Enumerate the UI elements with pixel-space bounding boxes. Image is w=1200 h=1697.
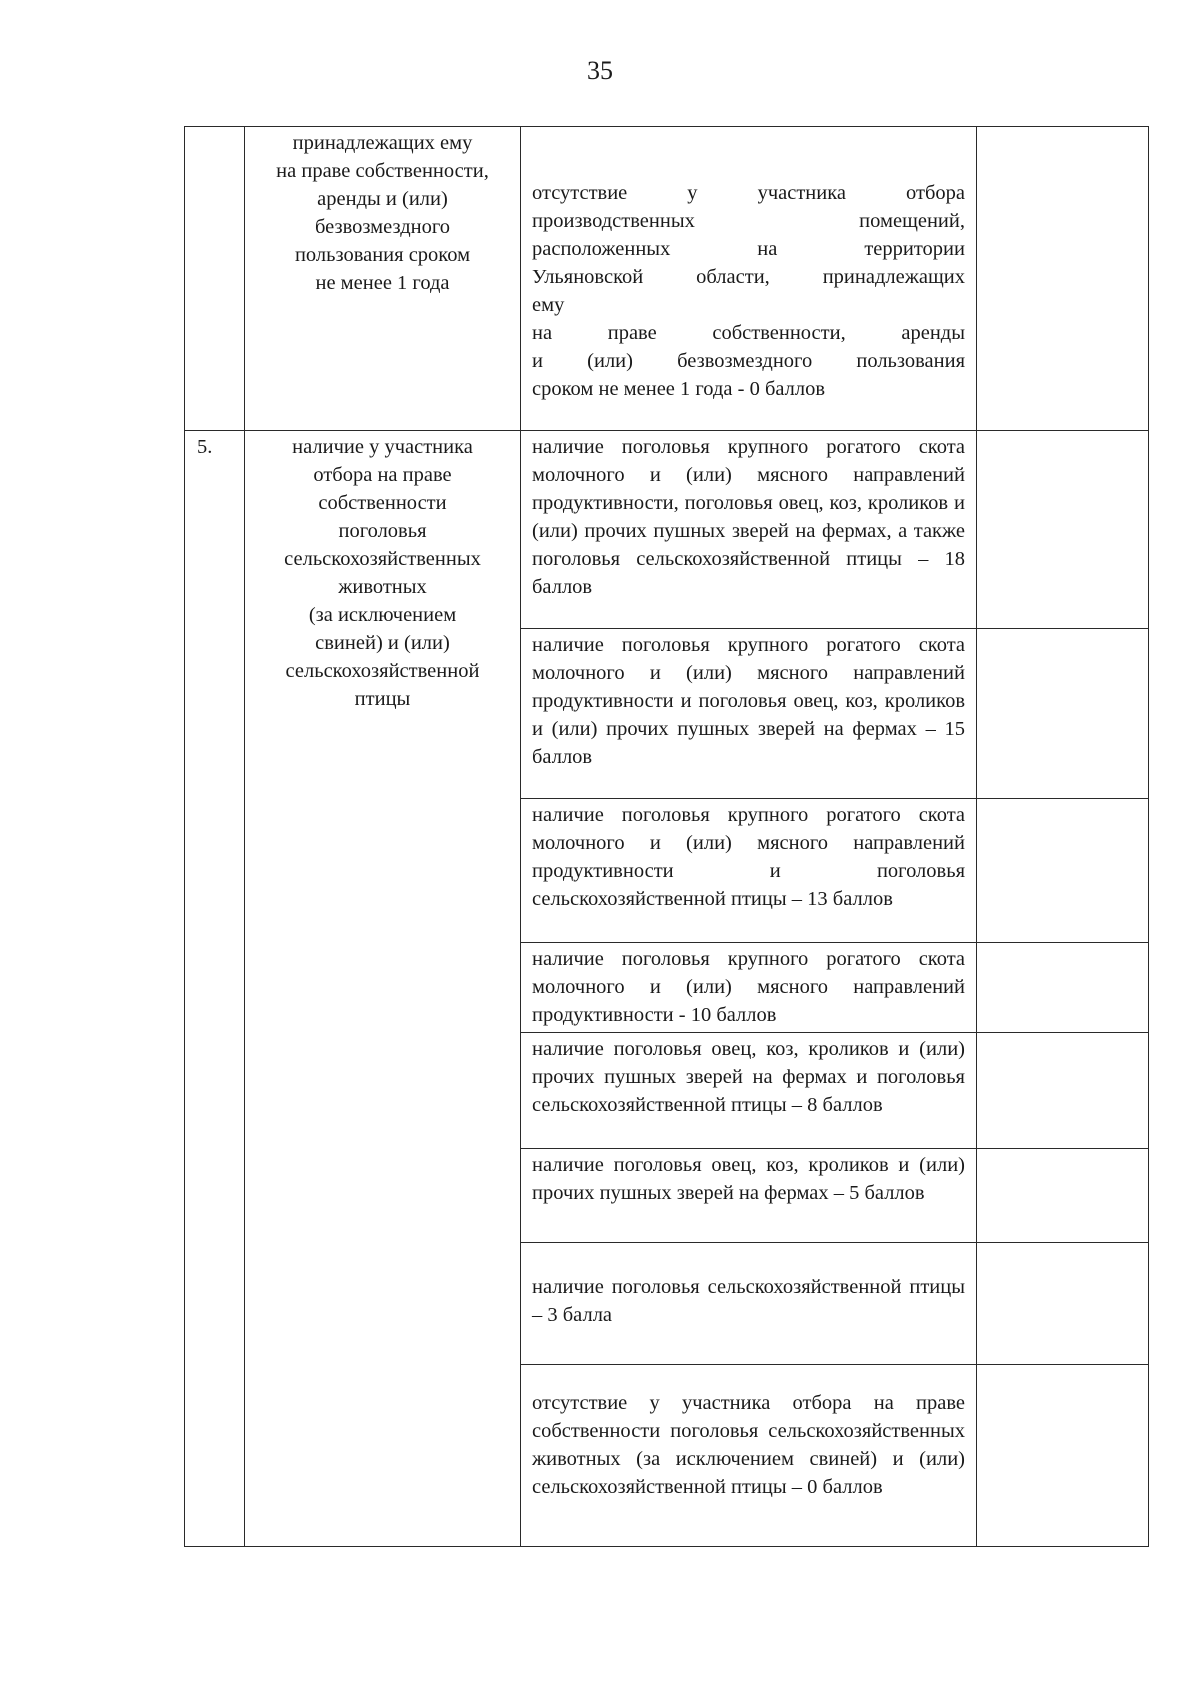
option-cell bbox=[521, 1033, 977, 1149]
option-text: отсутствие у участника отбора на праве собственности поголовья сельскохозяйственных животных (за исключением свиней) и (или) сельскохозяйственной птицы – 0 баллов bbox=[532, 1392, 965, 1498]
option-cell bbox=[521, 1243, 977, 1365]
option-text: наличие поголовья сельскохозяйственной птицы – 3 балла bbox=[532, 1276, 965, 1326]
score-cell bbox=[977, 799, 1149, 943]
option-line: производственных помещений, bbox=[532, 210, 965, 232]
score-cell bbox=[977, 629, 1149, 799]
option-text: наличие поголовья крупного рогатого скота молочного и (или) мясного направлений продуктивности и поголовья сельскохозяйственной птицы – 13 баллов bbox=[532, 804, 965, 910]
score-cell bbox=[977, 943, 1149, 1033]
option-line: на праве собственности, аренды bbox=[532, 322, 965, 344]
score-cell bbox=[977, 1149, 1149, 1243]
score-cell bbox=[977, 1365, 1149, 1547]
criterion-cell bbox=[245, 127, 521, 431]
criterion-text: наличие у участника отбора на праве собственности поголовья сельскохозяйственных животных (за исключением свиней) и (или) сельскохозяйственной птицы bbox=[284, 436, 481, 710]
score-cell bbox=[977, 127, 1149, 431]
option-cell bbox=[521, 1149, 977, 1243]
page-number: 35 bbox=[587, 56, 613, 85]
row-number-cell: 5. bbox=[185, 431, 245, 1547]
option-line: ему bbox=[532, 294, 565, 316]
criterion-text: принадлежащих ему на праве собственности, аренды и (или) безвозмездного пользования сроком не менее 1 года bbox=[276, 132, 489, 294]
option-cell bbox=[521, 127, 977, 431]
option-text: наличие поголовья крупного рогатого скота молочного и (или) мясного направлений продуктивности и поголовья овец, коз, кроликов и (или) прочих пушных зверей на фермах – 15 баллов bbox=[532, 634, 965, 768]
row-number-cell bbox=[185, 127, 245, 431]
option-cell bbox=[521, 629, 977, 799]
score-cell bbox=[977, 431, 1149, 629]
option-cell bbox=[521, 431, 977, 629]
option-text: наличие поголовья крупного рогатого скота молочного и (или) мясного направлений продуктивности, поголовья овец, коз, кроликов и (или) прочих пушных зверей на фермах, а также поголовья сельскохозяйственной птицы – 18 баллов bbox=[532, 436, 965, 598]
criterion-cell bbox=[245, 431, 521, 1547]
criteria-table bbox=[184, 126, 1149, 1547]
option-line: сроком не менее 1 года - 0 баллов bbox=[532, 378, 826, 400]
option-text: наличие поголовья овец, коз, кроликов и (или) прочих пушных зверей на фермах и поголовья сельскохозяйственной птицы – 8 баллов bbox=[532, 1038, 965, 1116]
table-row bbox=[185, 127, 1149, 431]
option-text: наличие поголовья овец, коз, кроликов и (или) прочих пушных зверей на фермах – 5 баллов bbox=[532, 1154, 965, 1204]
score-cell bbox=[977, 1033, 1149, 1149]
option-cell bbox=[521, 1365, 977, 1547]
option-line: отсутствие у участника отбора bbox=[532, 182, 965, 204]
option-text: наличие поголовья крупного рогатого скота молочного и (или) мясного направлений продуктивности - 10 баллов bbox=[532, 948, 965, 1026]
option-line: и (или) безвозмездного пользования bbox=[532, 350, 965, 372]
option-line: Ульяновской области, принадлежащих bbox=[532, 266, 965, 288]
option-cell bbox=[521, 943, 977, 1033]
option-line: расположенных на территории bbox=[532, 238, 965, 260]
table-row bbox=[185, 431, 1149, 629]
score-cell bbox=[977, 1243, 1149, 1365]
option-cell bbox=[521, 799, 977, 943]
